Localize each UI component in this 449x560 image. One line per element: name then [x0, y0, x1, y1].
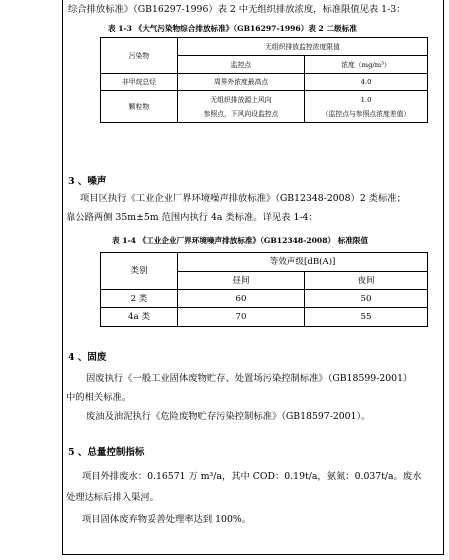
table-1-4-caption: 表 1-4 《工业企业厂界环境噪声排放标准》（GB12348-2008） 标准限值 — [112, 236, 369, 245]
table-1-3-caption: 表 1-3 《大气污染物综合排放标准》（GB16297-1996）表 2 二级标准 — [108, 24, 357, 33]
header-pollutant: 污染物 — [101, 38, 178, 74]
cell-nmhc: 非甲烷总烃 — [101, 74, 178, 91]
section-3-p1: 项目区执行《工业企业厂界环境噪声排放标准》（GB12348-2008）2 类标准； — [80, 193, 406, 204]
cell-nmhc-point: 周界外浓度最高点 — [178, 74, 305, 91]
header-level: 等效声级[dB(A)] — [178, 253, 428, 272]
value-line-b: （监控点与参照点浓度差值） — [321, 109, 411, 118]
header-day: 昼间 — [178, 272, 305, 290]
header-night: 夜间 — [305, 272, 428, 290]
cell-class-2: 2 类 — [101, 290, 178, 308]
cell-particulate-value — [305, 91, 428, 123]
header-class: 类别 — [101, 253, 178, 290]
cell-particulate-point — [178, 91, 305, 123]
section-4-p2: 中的相关标准。 — [66, 392, 132, 403]
section-5-p1: 项目外排废水：0.16571 万 m³/a，其中 COD：0.19t/a，氨氮：0.037t/a。废水 — [82, 471, 422, 482]
section-5-p2: 处理达标后排入渠河。 — [66, 492, 159, 503]
cell-nmhc-value: 4.0 — [305, 74, 428, 91]
cell-particulate: 颗粒物 — [101, 91, 178, 123]
section-4-title: 4 、固废 — [68, 352, 107, 363]
cell-class-4a: 4a 类 — [101, 308, 178, 327]
cell-class-4a-night: 55 — [305, 308, 428, 327]
header-limit: 无组织排放监控浓度限值 — [178, 38, 428, 56]
section-4-p3: 废油及油泥执行《危险废物贮存污染控制标准》（GB18597-2001）。 — [86, 411, 371, 422]
value-line-a: 1.0 — [360, 95, 372, 104]
cell-class-2-day: 60 — [178, 290, 305, 308]
header-monitor-point: 监控点 — [178, 56, 305, 74]
section-4-p1: 固废执行《一般工业固体废物贮存、处置场污染控制标准》（GB18599-2001） — [86, 373, 413, 384]
header-concentration: 浓度（mg/m³） — [305, 56, 428, 74]
section-5-p3: 项目固体废弃物妥善处理率达到 100%。 — [82, 514, 251, 525]
section-5-title: 5 、总量控制指标 — [68, 447, 145, 458]
cell-class-4a-day: 70 — [178, 308, 305, 327]
section-3-p2: 靠公路两侧 35m±5m 范围内执行 4a 类标准。详见表 1-4： — [66, 212, 318, 223]
point-line-a: 无组织排放源上风向 — [210, 95, 272, 104]
table-1-3 — [100, 37, 428, 123]
cell-class-2-night: 50 — [305, 290, 428, 308]
section-3-title: 3 、噪声 — [68, 176, 107, 187]
table-1-4 — [100, 252, 428, 327]
paragraph-top: 综合排放标准》（GB16297-1996）表 2 中无组织排放浓度，标准限值见表 1-3： — [68, 4, 406, 15]
point-line-b: 参照点，下风向设监控点 — [203, 109, 279, 118]
